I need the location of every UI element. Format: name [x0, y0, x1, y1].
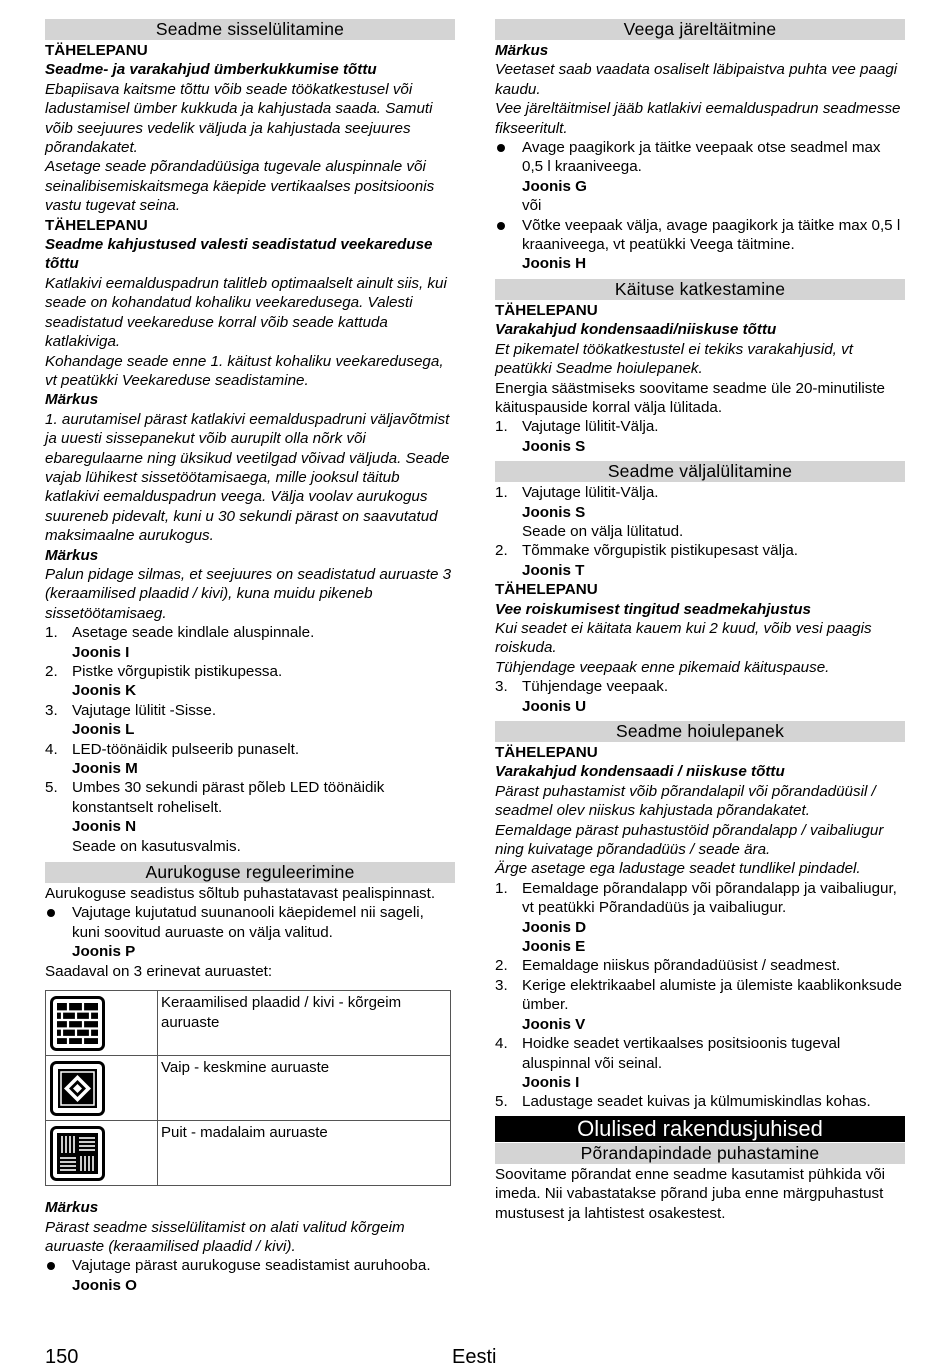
section-title-interrupt-operation: Käituse katkestamine [495, 279, 905, 300]
figure-ref: Joonis L [72, 721, 135, 739]
warning-subtitle: Vee roiskumisest tingitud seadmekahjustus [495, 600, 811, 618]
list-item: 5. Umbes 30 sekundi pärast põleb LED töönäidik konstantselt roheliselt. [45, 779, 385, 816]
list-item: 2. Eemaldage niiskus põrandadüüsist / seadmest. [495, 957, 841, 975]
list-item: 4. LED-töönäidik pulseerib punaselt. [45, 740, 300, 758]
figure-ref: Joonis N [72, 818, 137, 836]
list-item: 2. Pistke võrgupistik pistikupessa. [45, 663, 283, 680]
table-row [46, 991, 451, 1056]
bullet-item: Vajutage pärast aurukoguse seadistamist auruhooba. [45, 1256, 455, 1275]
body-text: Aurukoguse seadistus sõltub puhastatavast pealispinnast. [45, 885, 436, 903]
warning-text: Katlakivi eemalduspadrun talitleb optimaalselt ainult siis, kui seade on kohandatud kohaliku veekaredusega. Valesti seadistatud veekareduse korral võib seade kattuda katlakiviga. [45, 274, 447, 351]
warning-text: Eemaldage pärast puhastustöid põrandalapp / vaibaliugur ning kuivatage põrandadüüs / seade ära. [495, 821, 884, 859]
note-label: Märkus [45, 546, 99, 564]
warning-label: TÄHELEPANU [45, 42, 148, 59]
list-item: 1. Vajutage lülitit-Välja. [495, 418, 659, 436]
note-text: 1. aurutamisel pärast katlakivi eemalduspadruni väljavõtmist ja uuesti sissepanekut võib aurupilt olla nõrk või ebaregulaarne ning üksikud veetilgad võivad väljuda. Seade vajab lühikest sissetöötamisaega, mille jooksul täitub katlakivi eemalduspadrun veega. Välja voolav aurukogus suureneb pidevalt, kuni u 30 sekundi pärast on saavutatud maksimaalne aurukogus. [45, 410, 450, 545]
figure-ref: Joonis T [522, 561, 585, 579]
section-title-switch-on: Seadme sisselülitamine [45, 19, 455, 40]
figure-ref: Joonis S [522, 437, 586, 455]
warning-text: Ärge asetage ega ladustage seadet tundlikel pindadel. [495, 860, 861, 878]
warning-subtitle: Seadme kahjustused valesti seadistatud veekareduse tõttu [45, 236, 433, 273]
warning-text: Asetage seade põrandadüüsiga tugevale aluspinnale või seinalibisemiskaitsmega käepide vertikaalses positsioonis vastu tugevat seina. [45, 158, 435, 215]
figure-ref: Joonis U [522, 697, 587, 715]
section-title-switch-off: Seadme väljalülitamine [495, 461, 905, 482]
figure-ref: Joonis V [522, 1015, 586, 1033]
figure-ref: Joonis O [72, 1276, 137, 1294]
section-title-refill-water: Veega järeltäitmine [495, 19, 905, 40]
figure-ref: Joonis I [72, 643, 130, 661]
steam-level-text: Puit - madalaim auruaste [158, 1121, 451, 1186]
warning-subtitle: Varakahjud kondensaadi/niiskuse tõttu [495, 321, 777, 339]
list-item: 1. Vajutage lülitit-Välja. [495, 484, 659, 502]
or-text: või [522, 197, 542, 215]
section-title-storage: Seadme hoiulepanek [495, 721, 905, 742]
warning-subtitle: Seadme- ja varakahjud ümberkukkumise tõttu [45, 61, 377, 79]
figure-ref: Joonis S [522, 503, 586, 521]
list-item: 3. Vajutage lülitit -Sisse. [45, 701, 217, 719]
table-row [46, 1121, 451, 1186]
note-label: Märkus [45, 391, 99, 409]
warning-text: Tühjendage veepaak enne pikemaid käituspause. [495, 658, 830, 676]
right-column [495, 19, 905, 1223]
tiles-icon [50, 996, 105, 1051]
warning-text: Kohandage seade enne 1. käitust kohaliku veekaredusega, vt peatükki Veekareduse seadistamine. [45, 352, 444, 389]
table-row [46, 1056, 451, 1121]
note-text: Palun pidage silmas, et seejuures on seadistatud auruaste 3 (keraamilised plaadid / kivi), kuna muidu pikeneb sissetöötamisaeg. [45, 565, 452, 622]
steam-level-text: Keraamilised plaadid / kivi - kõrgeim auruaste [158, 991, 451, 1056]
step-result: Seade on välja lülitatud. [522, 522, 684, 540]
list-item: 4. Hoidke seadet vertikaalses positsioonis tugeval aluspinnal või seinal. [495, 1035, 841, 1072]
warning-text: Ebapiisava kaitsme tõttu võib seade töökatkestusel või ladustamisel ümber kukkuda ja kahjustada saada. Samuti võib seejuures vedelik väljuda ja kahjustada seejuures põrandakatet. [45, 80, 433, 157]
note-label: Märkus [495, 42, 549, 59]
section-title-floor-cleaning: Põrandapindade puhastamine [495, 1143, 905, 1164]
figure-ref: Joonis P [72, 943, 136, 961]
figure-ref: Joonis H [522, 255, 587, 273]
warning-text: Kui seadet ei käitata kauem kui 2 kuud, võib vesi paagis roiskuda. [495, 619, 872, 657]
figure-ref: Joonis D [522, 918, 587, 936]
warning-text: Pärast puhastamist võib põrandalapil või põrandadüüsil / seadmel olev niiskus kahjustada põrandakatet. [495, 782, 876, 820]
bullet-item: Vajutage kujutatud suunanooli käepidemel nii sageli, kuni soovitud auruaste on välja valitud. [45, 903, 455, 942]
note-label: Märkus [45, 1199, 99, 1217]
figure-ref: Joonis E [522, 938, 586, 956]
steam-levels-table [45, 990, 451, 1186]
section-title-steam-control: Aurukoguse reguleerimine [45, 862, 455, 883]
list-item: 3. Kerige elektrikaabel alumiste ja ülemiste kaablikonksude ümber. [495, 976, 902, 1014]
note-text: Veetaset saab vaadata osaliselt läbipaistva puhta vee paagi kaudu. [495, 61, 898, 98]
warning-text: Et pikematel töökatkestustel ei tekiks varakahjusid, vt peatükki Seadme hoiulepanek. [495, 340, 853, 378]
body-text: Energia säästmiseks soovitame seadme üle 20-minutiliste käituspauside korral välja lülitada. [495, 379, 885, 416]
bullet-item: Võtke veepaak välja, avage paagikork ja täitke max 0,5 l kraaniveega, vt peatükki Veega täitmine. [495, 216, 905, 255]
list-item: 1. Asetage seade kindlale aluspinnale. [45, 624, 315, 642]
note-text: Pärast seadme sisselülitamist on alati valitud kõrgeim auruaste (keraamilised plaadid / kivi). [45, 1218, 405, 1255]
steam-level-text: Vaip - keskmine auruaste [158, 1056, 451, 1121]
figure-ref: Joonis I [522, 1073, 580, 1091]
chapter-title: Olulised rakendusjuhised [495, 1116, 905, 1142]
warning-label: TÄHELEPANU [45, 216, 148, 234]
warning-label: TÄHELEPANU [495, 744, 598, 761]
list-item: 5. Ladustage seadet kuivas ja külmumiskindlas kohas. [495, 1093, 871, 1111]
warning-label: TÄHELEPANU [495, 581, 598, 599]
body-text: Soovitame põrandat enne seadme kasutamist pühkida või imeda. Nii vabastatakse põrand juba enne märgpuhastust mustusest ja lahtistest osakestest. [495, 1165, 886, 1222]
wood-icon [50, 1126, 105, 1181]
carpet-icon [50, 1061, 105, 1116]
list-item: 1. Eemaldage põrandalapp või põrandalapp ja vaibaliugur, vt peatükki Põrandadüüs ja vaibaliugur. [495, 879, 897, 917]
note-text: Vee järeltäitmisel jääb katlakivi eemalduspadrun seadmesse fikseeritult. [495, 100, 901, 137]
body-text: Saadaval on 3 erinevat auruastet: [45, 962, 273, 980]
page-number: 150 [45, 1346, 79, 1368]
warning-label: TÄHELEPANU [495, 301, 598, 319]
warning-subtitle: Varakahjud kondensaadi / niiskuse tõttu [495, 763, 785, 781]
figure-ref: Joonis G [522, 177, 587, 195]
bullet-item: Avage paagikork ja täitke veepaak otse seadmel max 0,5 l kraaniveega. [495, 138, 905, 177]
figure-ref: Joonis M [72, 760, 138, 778]
footer-language: Eesti [452, 1346, 497, 1368]
left-column [45, 19, 455, 1295]
list-item: 3. Tühjendage veepaak. [495, 678, 669, 696]
step-result: Seade on kasutusvalmis. [72, 837, 241, 855]
figure-ref: Joonis K [72, 682, 137, 700]
list-item: 2. Tõmmake võrgupistik pistikupesast välja. [495, 542, 799, 560]
